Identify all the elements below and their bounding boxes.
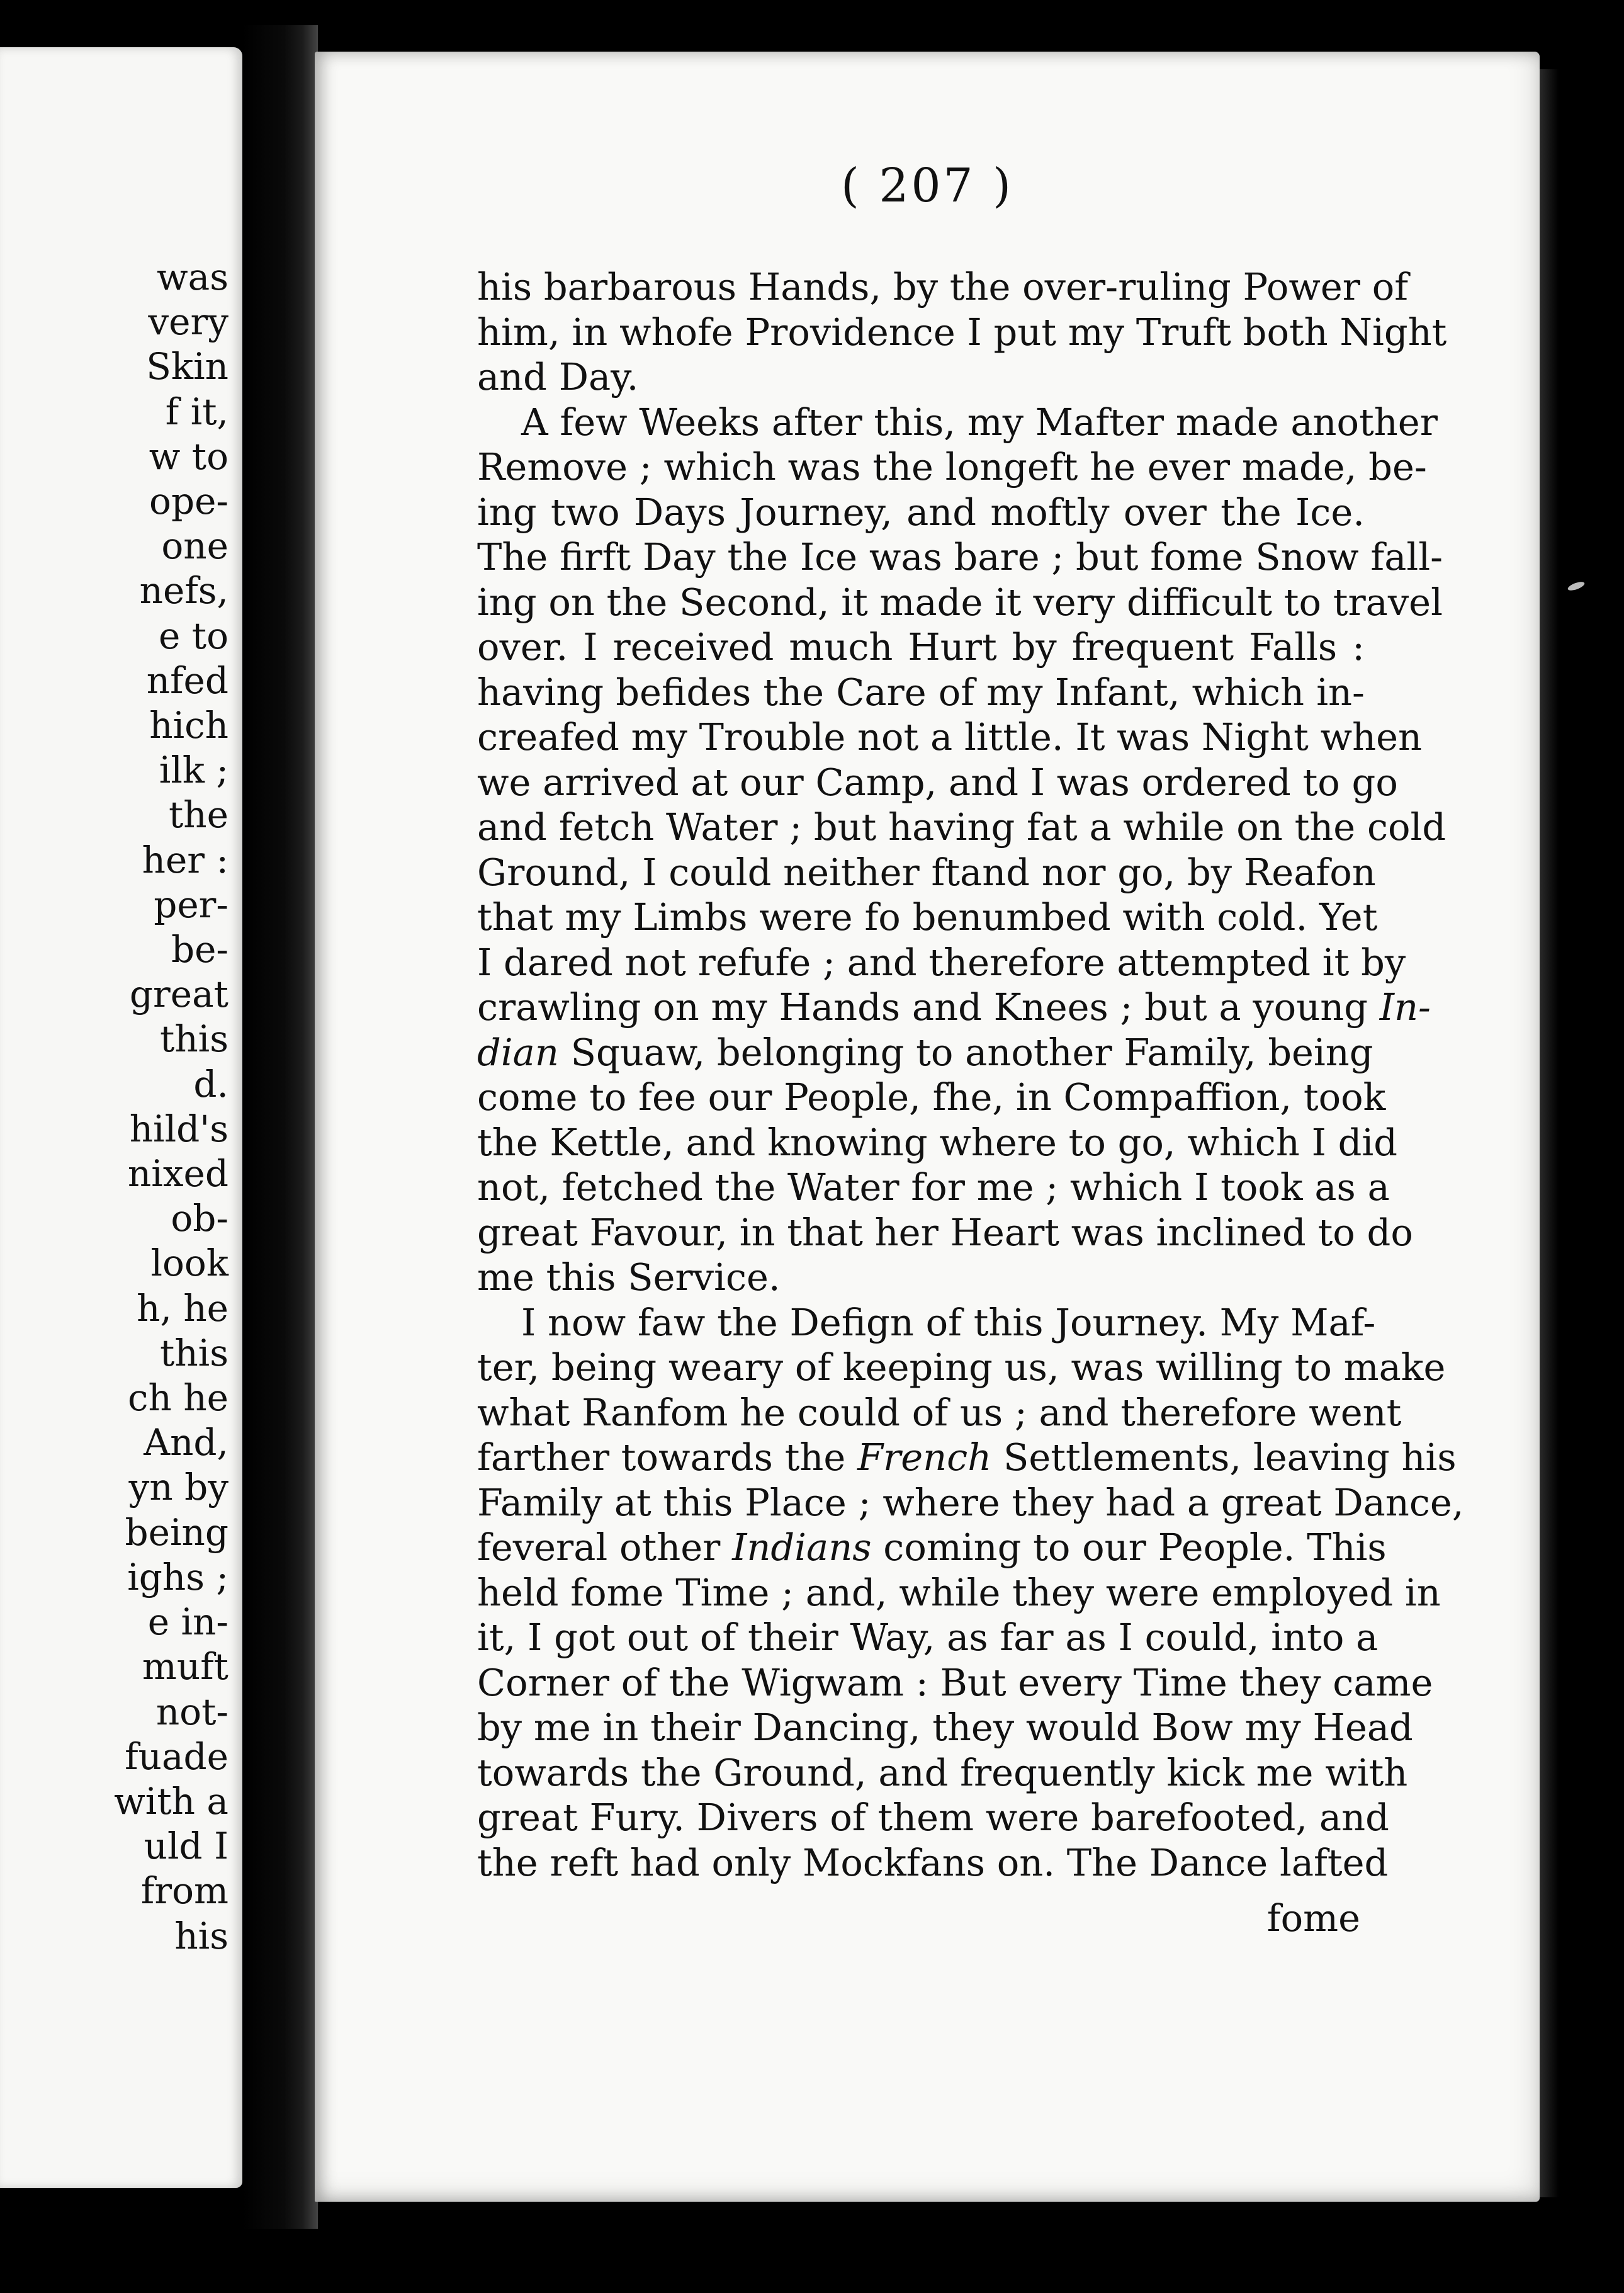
text-line: not, fetched the Water for me ; which I took as a <box>477 1165 1390 1209</box>
text-line: ing two Days Journey, and moftly over the Ice. <box>477 490 1365 534</box>
text-line: I dared not refufe ; and therefore attempted it by <box>477 940 1406 984</box>
left-text-fragment: hich <box>149 704 228 747</box>
left-text-fragment: e to <box>159 614 228 657</box>
catchword: fome <box>1266 1896 1360 1940</box>
left-text-fragment: ob- <box>171 1197 228 1240</box>
text-line: having befides the Care of my Infant, which in- <box>477 670 1365 714</box>
left-text-fragment: w to <box>149 434 228 478</box>
left-text-fragment: not- <box>155 1690 228 1733</box>
left-text-fragment: the <box>169 793 228 837</box>
page-edge-shadow <box>1540 69 1559 2197</box>
text-line: ing on the Second, it made it very difficult to travel <box>477 580 1443 624</box>
left-text-fragment: great <box>129 973 228 1016</box>
text-line: me this Service. <box>477 1255 781 1299</box>
left-text-fragment: Skin <box>146 345 228 388</box>
text-line: that my Limbs were fo benumbed with cold. Yet <box>477 895 1378 939</box>
left-text-fragment: one <box>161 524 228 568</box>
left-text-fragment: h, he <box>137 1286 228 1330</box>
text-line: by me in their Dancing, they would Bow my Head <box>477 1706 1413 1749</box>
text-line: great Fury. Divers of them were barefooted, and <box>477 1796 1389 1839</box>
text-line: the reft had only Mockfans on. The Dance lafted <box>477 1840 1389 1884</box>
main-page <box>315 52 1540 2202</box>
text-line: come to fee our People, fhe, in Compaffion, took <box>477 1075 1386 1119</box>
text-line: The firft Day the Ice was bare ; but fome Snow fall- <box>477 535 1443 579</box>
book-gutter <box>242 25 318 2229</box>
text-line: him, in whofe Providence I put my Truft both Night <box>477 310 1447 354</box>
left-text-fragment: hild's <box>129 1107 228 1150</box>
text-line: towards the Ground, and frequently kick me with <box>477 1750 1408 1794</box>
left-text-fragment: this <box>160 1017 228 1061</box>
body-text <box>477 264 1464 1885</box>
text-line: crawling on my Hands and Knees ; but a young In- <box>477 985 1431 1029</box>
text-line: Family at this Place ; where they had a great Dance, <box>477 1480 1464 1524</box>
left-text-fragment: muft <box>142 1645 228 1689</box>
text-line: Remove ; which was the longeft he ever made, be- <box>477 445 1427 489</box>
left-text-fragment: look <box>150 1242 228 1285</box>
left-text-fragment: f it, <box>165 390 228 433</box>
left-text-fragment: fuade <box>125 1735 228 1778</box>
left-text-fragment: ilk ; <box>159 749 228 792</box>
left-text-fragment: And, <box>144 1421 228 1464</box>
text-line: Corner of the Wigwam : But every Time they came <box>477 1660 1433 1704</box>
left-text-fragment: nefs, <box>139 569 228 613</box>
left-text-fragment: with a <box>114 1779 228 1823</box>
text-line: creafed my Trouble not a little. It was Night when <box>477 715 1423 759</box>
left-text-fragment: his <box>174 1914 228 1957</box>
text-line: I now faw the Defign of this Journey. My Maf- <box>521 1300 1376 1344</box>
left-text-fragment: nfed <box>146 659 228 702</box>
left-text-fragment: was <box>157 256 228 298</box>
text-line: farther towards the French Settlements, leaving his <box>477 1435 1457 1479</box>
text-line: over. I received much Hurt by frequent Falls : <box>477 625 1365 669</box>
left-page-text <box>114 255 228 1959</box>
page-number: ( 207 ) <box>840 159 1014 213</box>
text-line: the Kettle, and knowing where to go, which I did <box>477 1120 1398 1164</box>
left-text-fragment: from <box>140 1869 228 1913</box>
left-facing-page <box>0 47 242 2188</box>
text-line: his barbarous Hands, by the over-ruling Power of <box>477 265 1409 309</box>
text-line: Ground, I could neither ftand nor go, by Reafon <box>477 850 1376 894</box>
text-line: and fetch Water ; but having fat a while on the cold <box>477 805 1446 849</box>
left-text-fragment: ighs ; <box>127 1555 228 1599</box>
text-line: great Favour, in that her Heart was inclined to do <box>477 1210 1413 1254</box>
left-text-fragment: very <box>148 300 228 344</box>
left-text-fragment: ch he <box>128 1376 228 1420</box>
left-text-fragment: per- <box>154 883 228 926</box>
left-text-fragment: this <box>160 1331 228 1374</box>
text-line: and Day. <box>477 355 639 399</box>
left-text-fragment: d. <box>193 1062 228 1106</box>
dust-speck <box>1567 580 1586 592</box>
left-text-fragment: ope- <box>149 480 228 523</box>
text-line: we arrived at our Camp, and I was ordered to go <box>477 760 1398 804</box>
text-line: dian Squaw, belonging to another Family, being <box>477 1030 1373 1074</box>
text-line: feveral other Indians coming to our People. This <box>477 1526 1387 1569</box>
left-text-fragment: e in- <box>147 1600 228 1644</box>
text-line: held fome Time ; and, while they were employed in <box>477 1570 1441 1614</box>
left-text-fragment: her : <box>142 838 228 881</box>
left-text-fragment: being <box>125 1510 228 1554</box>
text-line: A few Weeks after this, my Mafter made another <box>521 400 1438 444</box>
left-text-fragment: be- <box>171 928 228 971</box>
text-line: ter, being weary of keeping us, was willing to make <box>477 1345 1446 1389</box>
left-text-fragment: uld I <box>144 1825 228 1868</box>
text-line: what Ranfom he could of us ; and therefore went <box>477 1390 1402 1434</box>
left-text-fragment: nixed <box>127 1152 228 1196</box>
left-text-fragment: yn by <box>128 1466 228 1509</box>
text-line: it, I got out of their Way, as far as I could, into a <box>477 1616 1379 1659</box>
